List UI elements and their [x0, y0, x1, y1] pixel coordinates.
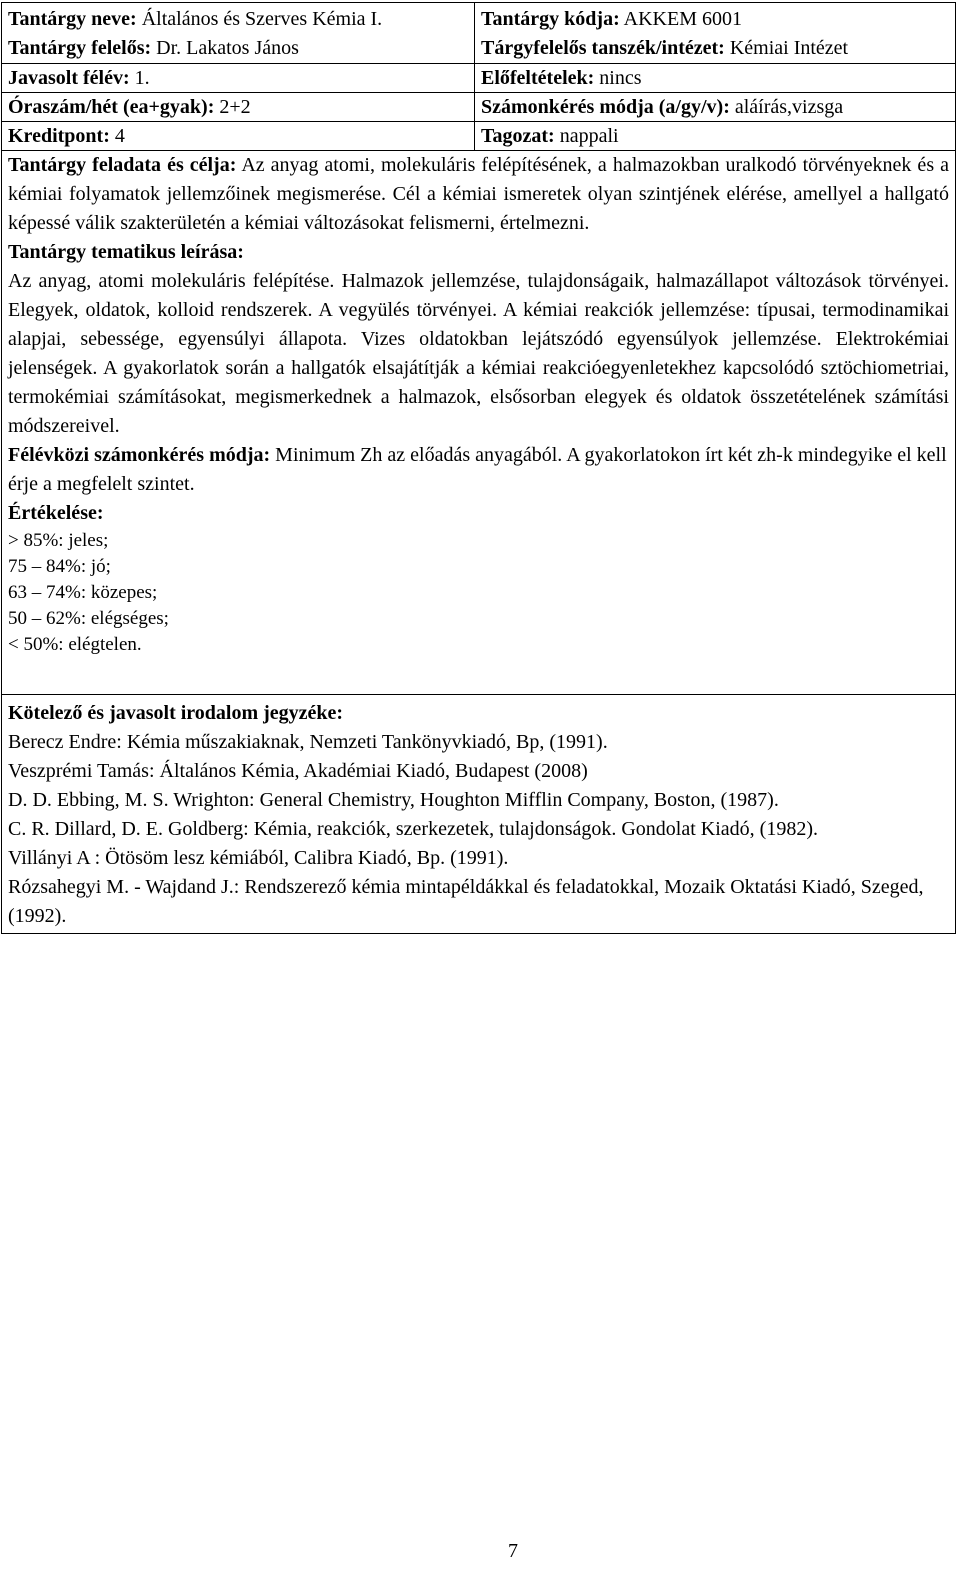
code-label: Tantárgy kódja: [481, 8, 620, 30]
literature-item: Veszprémi Tamás: Általános Kémia, Akadémiai Kiadó, Budapest (2008) [8, 760, 588, 782]
row-hours [2, 93, 956, 122]
midterm-text: Minimum Zh az előadás anyagából. A gyakorlatokon írt két zh-k mindegyike el kell érje a megfelelt szintet. [8, 444, 947, 495]
cell-credit [2, 122, 475, 151]
prereq-value: nincs [599, 67, 642, 89]
grade-item: 50 – 62%: elégséges; [8, 608, 169, 629]
literature-item: Berecz Endre: Kémia műszakiaknak, Nemzeti Tankönyvkiadó, Bp, (1991). [8, 731, 608, 753]
cell-exam [475, 93, 956, 122]
cell-course-name [2, 3, 475, 64]
row-name-code [2, 3, 956, 64]
thematic-label: Tantárgy tematikus leírása: [8, 241, 244, 263]
hours-label: Óraszám/hét (ea+gyak): [8, 96, 215, 118]
goal-label: Tantárgy feladata és célja: [8, 154, 237, 176]
mode-value: nappali [559, 125, 619, 147]
page-number: 7 [508, 1540, 518, 1562]
literature-item: C. R. Dillard, D. E. Goldberg: Kémia, reakciók, szerkezetek, tulajdonságok. Gondolat Kiadó, (1982). [8, 818, 818, 840]
department-value: Kémiai Intézet [729, 37, 849, 59]
course-table [1, 2, 956, 934]
exam-label: Számonkérés módja (a/gy/v): [481, 96, 730, 118]
name-label: Tantárgy neve: [8, 8, 137, 30]
responsible-label: Tantárgy felelős: [8, 37, 152, 59]
semester-label: Javasolt félév: [8, 67, 130, 89]
credit-value: 4 [114, 125, 125, 147]
cell-semester [2, 64, 475, 93]
grade-item: > 85%: jeles; [8, 530, 109, 551]
grading-label: Értékelése: [8, 502, 104, 524]
responsible-value: Dr. Lakatos János [156, 37, 299, 59]
goal-paragraph [8, 151, 949, 238]
credit-label: Kreditpont: [8, 125, 110, 147]
exam-value: aláírás,vizsga [734, 96, 844, 118]
cell-hours [2, 93, 475, 122]
goal-text: Az anyag atomi, molekuláris felépítésének, a halmazokban uralkodó törvényeknek és a kémiai folyamatok jellemzőinek megismerése. Cél a kémiai ismeretek olyan szintjének elérése, amellyel a hallgató képessé válik szakterületén a kémiai változásokat felismerni, értelmezni. [8, 154, 949, 234]
grade-item: 63 – 74%: közepes; [8, 582, 158, 603]
code-value: AKKEM 6001 [623, 8, 742, 30]
row-credit [2, 122, 956, 151]
row-literature [2, 695, 956, 934]
prereq-label: Előfeltételek: [481, 67, 595, 89]
thematic-text: Az anyag, atomi molekuláris felépítése. Halmazok jellemzése, tulajdonságaik, halmazállapot változások törvényei. Elegyek, oldatok, kolloid rendszerek. A vegyülés törvényei. A kémiai reakciók jellemzése: típusai, termodinamikai alapjai, sebessége, egyensúlyi állapota. Vizes oldatokban lejátszódó egyensúlyok jellemzése. Elektrokémiai jelenségek. A gyakorlatok során a hallgatók elsajátítják a kémiai reakcióegyenletekhez kapcsolódó sztöchiometriai, termokémiai számításokat, megismerkednek a halmazok, elsősorban elegyek és oldatok összetételének számítási módszereivel. [8, 270, 949, 437]
literature-item: D. D. Ebbing, M. S. Wrighton: General Chemistry, Houghton Mifflin Company, Boston, (1987). [8, 789, 779, 811]
cell-prereq [475, 64, 956, 93]
semester-value: 1. [134, 67, 150, 89]
grading-list [8, 528, 949, 658]
midterm-label: Félévközi számonkérés módja: [8, 444, 271, 466]
cell-main-content [2, 151, 956, 695]
literature-item: Villányi A : Ötösöm lesz kémiából, Calibra Kiadó, Bp. (1991). [8, 847, 509, 869]
mode-label: Tagozat: [481, 125, 555, 147]
name-value: Általános és Szerves Kémia I. [141, 8, 383, 30]
cell-mode [475, 122, 956, 151]
literature-item: Rózsahegyi M. - Wajdand J.: Rendszerező kémia mintapéldákkal és feladatokkal, Mozaik Oktatási Kiadó, Szeged, (1992). [8, 876, 924, 927]
midterm-paragraph [8, 441, 949, 499]
grade-item: < 50%: elégtelen. [8, 634, 142, 655]
literature-label: Kötelező és javasolt irodalom jegyzéke: [8, 702, 344, 724]
cell-course-code [475, 3, 956, 64]
grade-item: 75 – 84%: jó; [8, 556, 111, 577]
department-label: Tárgyfelelős tanszék/intézet: [481, 37, 725, 59]
row-semester [2, 64, 956, 93]
cell-literature [2, 695, 956, 934]
row-main-content [2, 151, 956, 695]
hours-value: 2+2 [219, 96, 251, 118]
